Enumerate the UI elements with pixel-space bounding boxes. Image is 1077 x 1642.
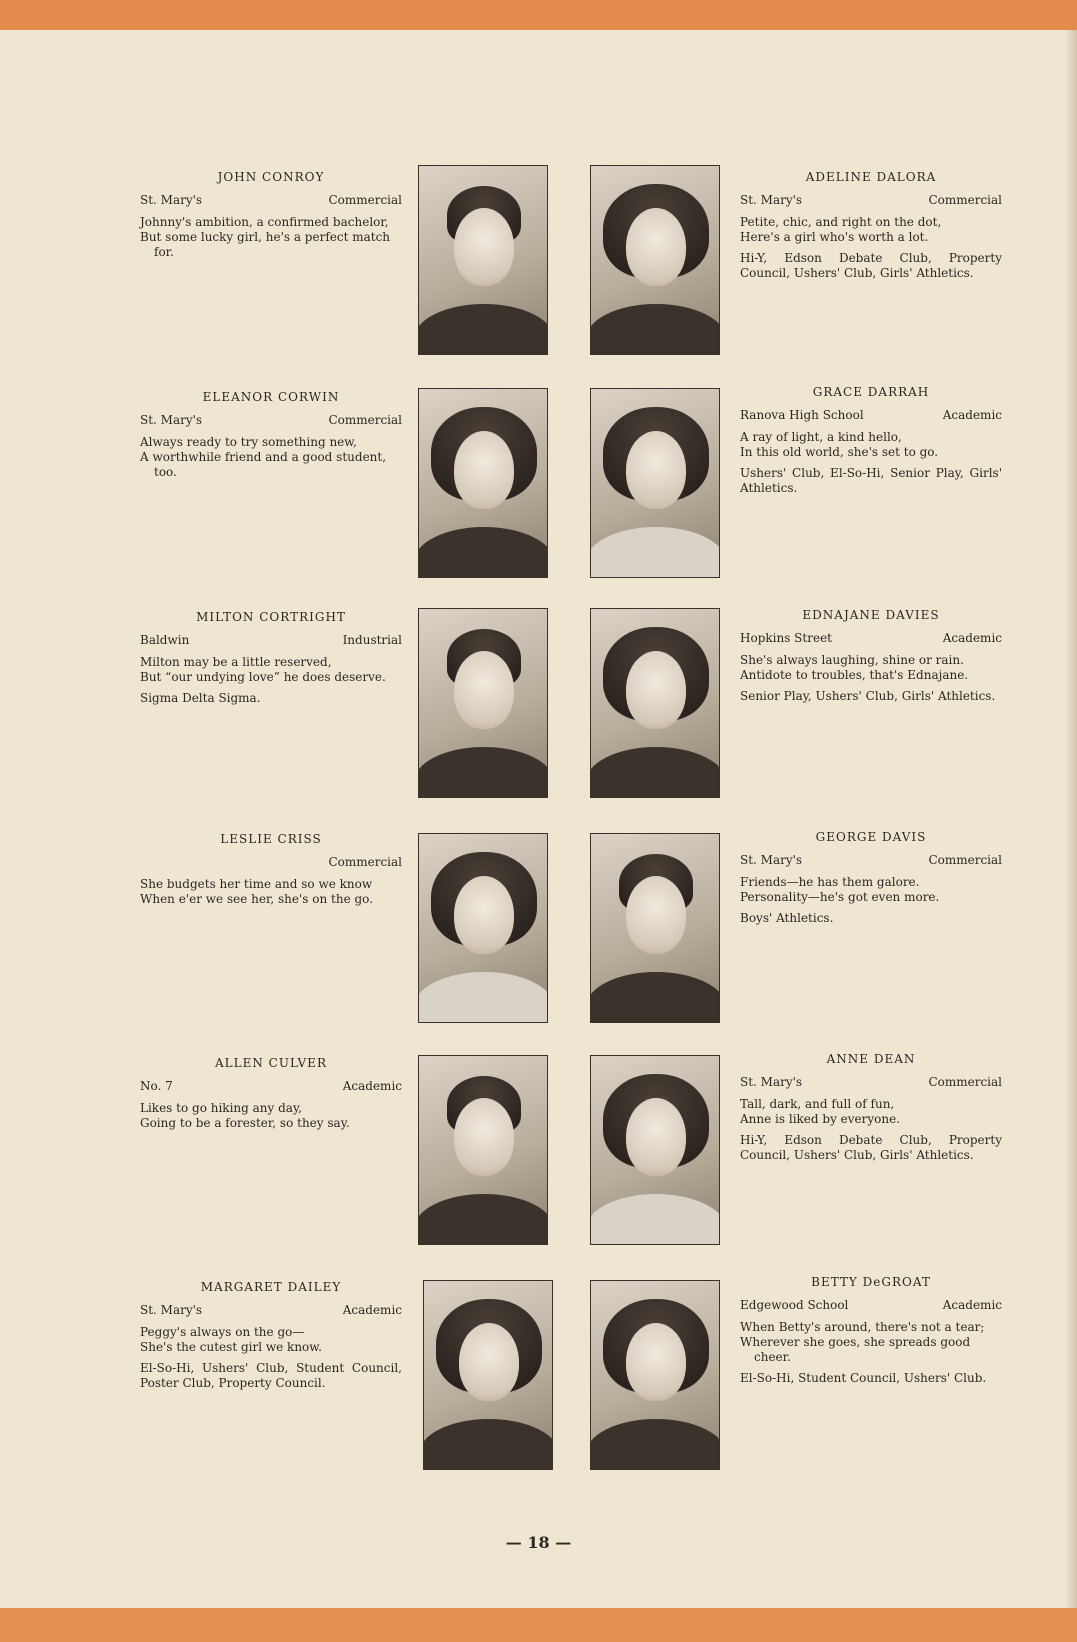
senior-name: BETTY DeGROAT xyxy=(811,1275,931,1289)
portrait-face xyxy=(454,876,514,954)
senior-portrait-photo xyxy=(418,388,548,578)
senior-activities: Boys' Athletics. xyxy=(740,911,834,925)
bottom-orange-band xyxy=(0,1608,1077,1642)
portrait-suit xyxy=(590,972,720,1023)
verse-line: A worthwhile friend and a good student, too. xyxy=(140,450,387,479)
verse-line: Wherever she goes, she spreads good cheer. xyxy=(740,1335,971,1364)
verse-line: Always ready to try something new, xyxy=(140,435,357,449)
senior-verse xyxy=(140,1325,402,1355)
verse-line: Peggy's always on the go— xyxy=(140,1325,305,1339)
verse-line: But “our undying love” he does deserve. xyxy=(140,670,386,684)
senior-school: Edgewood School xyxy=(740,1298,849,1312)
portrait-face xyxy=(454,431,514,509)
senior-name: ADELINE DALORA xyxy=(805,170,937,184)
senior-meta xyxy=(740,1075,1002,1090)
senior-school: Baldwin xyxy=(140,633,190,647)
senior-meta xyxy=(140,1303,402,1318)
senior-entry xyxy=(740,830,1002,926)
senior-name: ALLEN CULVER xyxy=(215,1056,327,1070)
senior-verse xyxy=(740,215,1002,245)
senior-entry xyxy=(740,1052,1002,1163)
verse-line: She's the cutest girl we know. xyxy=(140,1340,322,1354)
verse-line: Personality—he's got even more. xyxy=(740,890,940,904)
portrait-face xyxy=(454,208,514,286)
verse-line: Johnny's ambition, a confirmed bachelor, xyxy=(140,215,389,229)
senior-entry xyxy=(740,170,1002,281)
senior-entry xyxy=(140,610,402,706)
portrait-face xyxy=(454,651,514,729)
senior-verse xyxy=(140,877,402,907)
senior-meta xyxy=(740,408,1002,423)
senior-school: Hopkins Street xyxy=(740,631,832,645)
senior-name: LESLIE CRISS xyxy=(220,832,322,846)
senior-verse xyxy=(140,655,402,685)
senior-portrait-photo xyxy=(590,1280,720,1470)
senior-meta xyxy=(740,1298,1002,1313)
portrait-face xyxy=(459,1323,519,1401)
verse-line: When e'er we see her, she's on the go. xyxy=(140,892,374,906)
senior-course: Commercial xyxy=(928,193,1002,207)
verse-line: A ray of light, a kind hello, xyxy=(740,430,902,444)
senior-activities: Sigma Delta Sigma. xyxy=(140,691,261,705)
verse-line: In this old world, she's set to go. xyxy=(740,445,939,459)
senior-entry xyxy=(140,1280,402,1391)
senior-activities: El-So-Hi, Student Council, Ushers' Club. xyxy=(740,1371,987,1385)
senior-course: Commercial xyxy=(928,853,1002,867)
portrait-blouse xyxy=(418,972,548,1023)
senior-activities: El-So-Hi, Ushers' Club, Student Council, Poster Club, Property Council. xyxy=(140,1361,402,1390)
senior-course: Academic xyxy=(342,1079,402,1093)
senior-verse xyxy=(740,875,1002,905)
portrait-face xyxy=(626,431,686,509)
senior-name: JOHN CONROY xyxy=(217,170,325,184)
verse-line: Petite, chic, and right on the dot, xyxy=(740,215,942,229)
senior-course: Academic xyxy=(342,1303,402,1317)
senior-meta xyxy=(140,193,402,208)
senior-portrait-photo xyxy=(590,833,720,1023)
senior-verse xyxy=(740,1097,1002,1127)
senior-school: Ranova High School xyxy=(740,408,864,422)
portrait-coat xyxy=(590,747,720,798)
senior-school: No. 7 xyxy=(140,1079,173,1093)
senior-meta xyxy=(140,633,402,648)
senior-meta xyxy=(140,855,402,870)
senior-name: GEORGE DAVIS xyxy=(815,830,927,844)
senior-meta xyxy=(740,631,1002,646)
senior-course: Academic xyxy=(942,408,1002,422)
portrait-suit xyxy=(418,304,548,355)
verse-line: She budgets her time and so we know xyxy=(140,877,373,891)
senior-entry xyxy=(740,385,1002,496)
portrait-face xyxy=(626,876,686,954)
senior-name: ELEANOR CORWIN xyxy=(202,390,340,404)
senior-verse xyxy=(140,1101,402,1131)
senior-school: St. Mary's xyxy=(140,193,203,207)
senior-course: Commercial xyxy=(328,855,402,869)
senior-name: MARGARET DAILEY xyxy=(200,1280,342,1294)
senior-course: Academic xyxy=(942,1298,1002,1312)
portrait-face xyxy=(626,208,686,286)
portrait-suit xyxy=(418,747,548,798)
senior-portrait-photo xyxy=(418,1055,548,1245)
senior-portrait-photo xyxy=(418,833,548,1023)
page-number: — 18 — xyxy=(505,1533,572,1552)
senior-entry xyxy=(140,1056,402,1137)
senior-school: St. Mary's xyxy=(740,853,803,867)
senior-activities: Hi-Y, Edson Debate Club, Property Council, Ushers' Club, Girls' Athletics. xyxy=(740,1133,1002,1162)
senior-school: St. Mary's xyxy=(740,1075,803,1089)
senior-school: St. Mary's xyxy=(140,413,203,427)
senior-school: St. Mary's xyxy=(140,1303,203,1317)
senior-verse xyxy=(740,1320,1002,1365)
portrait-dress xyxy=(590,304,720,355)
senior-meta xyxy=(740,853,1002,868)
senior-verse xyxy=(740,430,1002,460)
senior-verse xyxy=(740,653,1002,683)
senior-course: Industrial xyxy=(342,633,402,647)
senior-portrait-photo xyxy=(418,608,548,798)
verse-line: She's always laughing, shine or rain. xyxy=(740,653,964,667)
senior-meta xyxy=(740,193,1002,208)
portrait-sweater xyxy=(590,527,720,578)
portrait-dress xyxy=(423,1419,553,1470)
verse-line: Likes to go hiking any day, xyxy=(140,1101,302,1115)
senior-entry xyxy=(140,390,402,486)
portrait-sweater xyxy=(590,1194,720,1245)
senior-meta xyxy=(140,1079,402,1094)
verse-line: Friends—he has them galore. xyxy=(740,875,920,889)
portrait-face xyxy=(454,1098,514,1176)
portrait-face xyxy=(626,651,686,729)
portrait-suit xyxy=(418,1194,548,1245)
verse-line: Anne is liked by everyone. xyxy=(740,1112,901,1126)
senior-name: ANNE DEAN xyxy=(826,1052,916,1066)
senior-verse xyxy=(140,435,402,480)
senior-activities: Ushers' Club, El-So-Hi, Senior Play, Girls' Athletics. xyxy=(740,466,1002,495)
senior-name: GRACE DARRAH xyxy=(812,385,930,399)
verse-line: Here's a girl who's worth a lot. xyxy=(740,230,929,244)
senior-course: Academic xyxy=(942,631,1002,645)
senior-verse xyxy=(140,215,402,260)
senior-portrait-photo xyxy=(590,608,720,798)
senior-name: EDNAJANE DAVIES xyxy=(802,608,940,622)
portrait-dress xyxy=(590,1419,720,1470)
senior-portrait-photo xyxy=(590,388,720,578)
verse-line: Antidote to troubles, that's Ednajane. xyxy=(740,668,969,682)
page-edge-shadow xyxy=(1065,30,1077,1608)
senior-name: MILTON CORTRIGHT xyxy=(196,610,346,624)
senior-portrait-photo xyxy=(418,165,548,355)
senior-portrait-photo xyxy=(590,165,720,355)
senior-portrait-photo xyxy=(423,1280,553,1470)
senior-course: Commercial xyxy=(328,193,402,207)
senior-course: Commercial xyxy=(328,413,402,427)
verse-line: Going to be a forester, so they say. xyxy=(140,1116,350,1130)
senior-activities: Senior Play, Ushers' Club, Girls' Athletics. xyxy=(740,689,996,703)
top-orange-band xyxy=(0,0,1077,30)
portrait-face xyxy=(626,1098,686,1176)
senior-course: Commercial xyxy=(928,1075,1002,1089)
senior-portrait-photo xyxy=(590,1055,720,1245)
verse-line: But some lucky girl, he's a perfect match for. xyxy=(140,230,391,259)
portrait-face xyxy=(626,1323,686,1401)
verse-line: When Betty's around, there's not a tear; xyxy=(740,1320,985,1334)
verse-line: Tall, dark, and full of fun, xyxy=(740,1097,895,1111)
portrait-dress xyxy=(418,527,548,578)
senior-meta xyxy=(140,413,402,428)
verse-line: Milton may be a little reserved, xyxy=(140,655,332,669)
senior-entry xyxy=(140,170,402,266)
senior-school: St. Mary's xyxy=(740,193,803,207)
senior-entry xyxy=(140,832,402,913)
senior-entry xyxy=(740,608,1002,704)
senior-activities: Hi-Y, Edson Debate Club, Property Council, Ushers' Club, Girls' Athletics. xyxy=(740,251,1002,280)
senior-entry xyxy=(740,1275,1002,1386)
